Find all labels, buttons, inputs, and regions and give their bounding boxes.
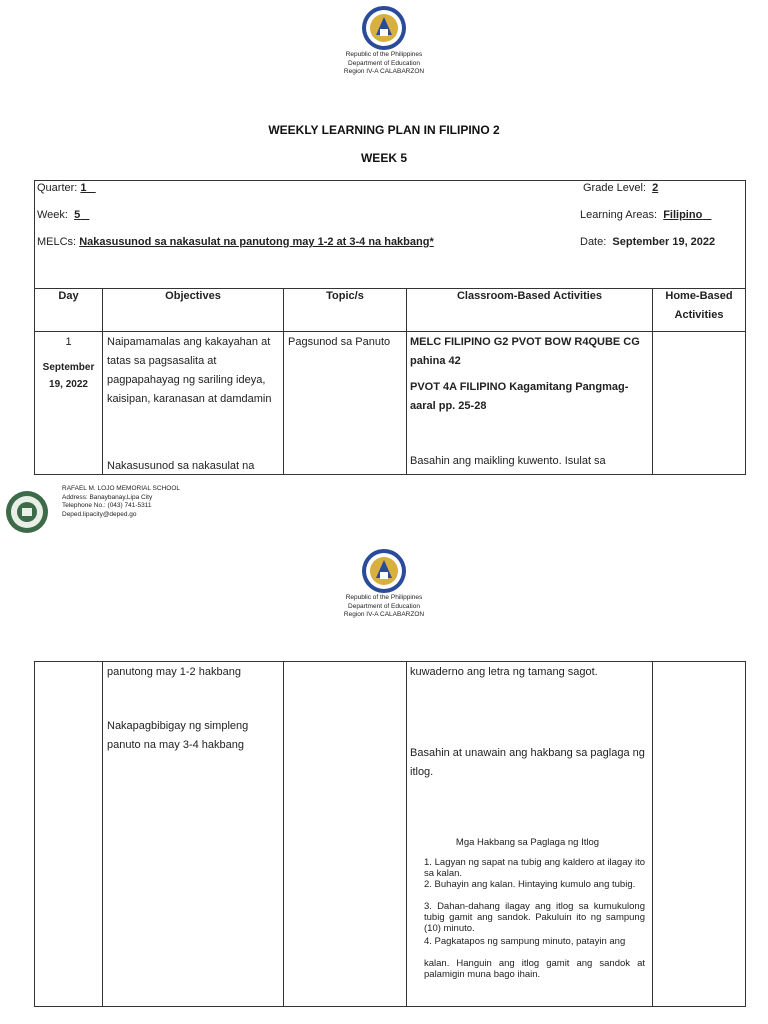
step-3: 3. Dahan-dahang ilagay ang itlog sa kumukulong tubig gamit ang sandok. Pakuluin ito ng sampung (10) minuto. bbox=[424, 901, 645, 934]
header-topics: Topic/s bbox=[326, 290, 364, 302]
document-title: WEEKLY LEARNING PLAN IN FILIPINO 2 bbox=[268, 123, 500, 137]
step-2: 2. Buhayin ang kalan. Hintaying kumulo ang tubig. bbox=[424, 879, 636, 890]
deped-seal-icon-page2 bbox=[361, 548, 407, 594]
school-email: Deped.lipacity@deped.go bbox=[62, 510, 137, 518]
date-value: September 19, 2022 bbox=[612, 236, 716, 248]
objective-2: Nakasusunod sa nakasulat na bbox=[107, 460, 255, 472]
school-footer bbox=[62, 485, 180, 519]
activity-read-steps: Basahin at unawain ang hakbang sa paglaga ng itlog. bbox=[410, 747, 645, 778]
week-field: Week: 5 bbox=[37, 209, 81, 221]
header-day: Day bbox=[58, 290, 79, 302]
grade-level-value: 2 bbox=[652, 182, 659, 194]
plan-table-page1 bbox=[34, 180, 746, 475]
objective-1: Naipamamalas ang kakayahan at tatas sa pagsasalita at pagpapahayag ng sariling ideya, kaisipan, karanasan at damdamin bbox=[107, 336, 272, 405]
activity-melc-reference: MELC FILIPINO G2 PVOT BOW R4QUBE CG pahina 42 bbox=[410, 336, 640, 367]
header-classroom-activities: Classroom-Based Activities bbox=[456, 290, 603, 302]
melcs-value: Nakasusunod sa nakasulat na panutong may 1-2 at 3-4 na hakbang* bbox=[79, 236, 434, 248]
day-date: September 19, 2022 bbox=[42, 362, 95, 390]
quarter-field: Quarter: 1 bbox=[37, 182, 87, 194]
activity-read-story: Basahin ang maikling kuwento. Isulat sa bbox=[410, 455, 606, 467]
republic-line: Republic of the Philippines bbox=[345, 51, 423, 58]
step-4a: 4. Pagkatapos ng sampung minuto, patayin ang bbox=[424, 936, 626, 947]
week-title: WEEK 5 bbox=[360, 151, 407, 165]
school-seal-icon bbox=[5, 490, 49, 534]
agency-header-page2 bbox=[0, 594, 768, 620]
learning-areas-field: Learning Areas: Filipino bbox=[580, 209, 703, 221]
step-4b: kalan. Hanguin ang itlog gamit ang sandok at palamigin muna bago ihain. bbox=[424, 958, 645, 980]
department-line: Department of Education bbox=[348, 59, 420, 67]
region-line: Region IV-A CALABARZON bbox=[343, 68, 425, 75]
date-field: Date: September 19, 2022 bbox=[580, 236, 716, 248]
week-value: 5 bbox=[74, 209, 81, 221]
day-number: 1 bbox=[65, 336, 72, 348]
school-name: RAFAEL M. LOJO MEMORIAL SCHOOL bbox=[62, 485, 180, 492]
activity-read-story-continued: kuwaderno ang letra ng tamang sagot. bbox=[410, 666, 598, 678]
grade-level-field: Grade Level: 2 bbox=[583, 182, 659, 194]
objective-3: Nakapagbibigay ng simpleng panuto na may 3-4 hakbang bbox=[107, 720, 249, 751]
plan-table-page2 bbox=[34, 661, 746, 1007]
steps-title: Mga Hakbang sa Paglaga ng Itlog bbox=[455, 837, 600, 848]
activity-pvot-reference: PVOT 4A FILIPINO Kagamitang Pangmag-aaral pp. 25-28 bbox=[410, 381, 629, 412]
department-line-page2: Department of Education bbox=[348, 602, 420, 610]
school-address: Address: Banaybanay,Lipa City bbox=[62, 493, 153, 501]
agency-header bbox=[0, 51, 768, 77]
melcs-field: MELCs: Nakasusunod sa nakasulat na panutong may 1-2 at 3-4 na hakbang* bbox=[37, 236, 434, 248]
deped-seal-icon bbox=[361, 5, 407, 51]
school-telephone: Telephone No.: (043) 741-5311 bbox=[62, 502, 152, 509]
learning-areas-value: Filipino bbox=[663, 209, 703, 221]
step-1: 1. Lagyan ng sapat na tubig ang kaldero at ilagay ito sa kalan. bbox=[424, 857, 645, 879]
header-objectives: Objectives bbox=[165, 290, 221, 302]
quarter-value: 1 bbox=[80, 182, 87, 194]
region-line-page2: Region IV-A CALABARZON bbox=[343, 611, 425, 618]
objective-2-continued: panutong may 1-2 hakbang bbox=[107, 666, 241, 678]
header-home-activities: Home-Based Activities bbox=[665, 290, 733, 321]
republic-line-page2: Republic of the Philippines bbox=[345, 594, 423, 601]
topic: Pagsunod sa Panuto bbox=[288, 336, 391, 348]
